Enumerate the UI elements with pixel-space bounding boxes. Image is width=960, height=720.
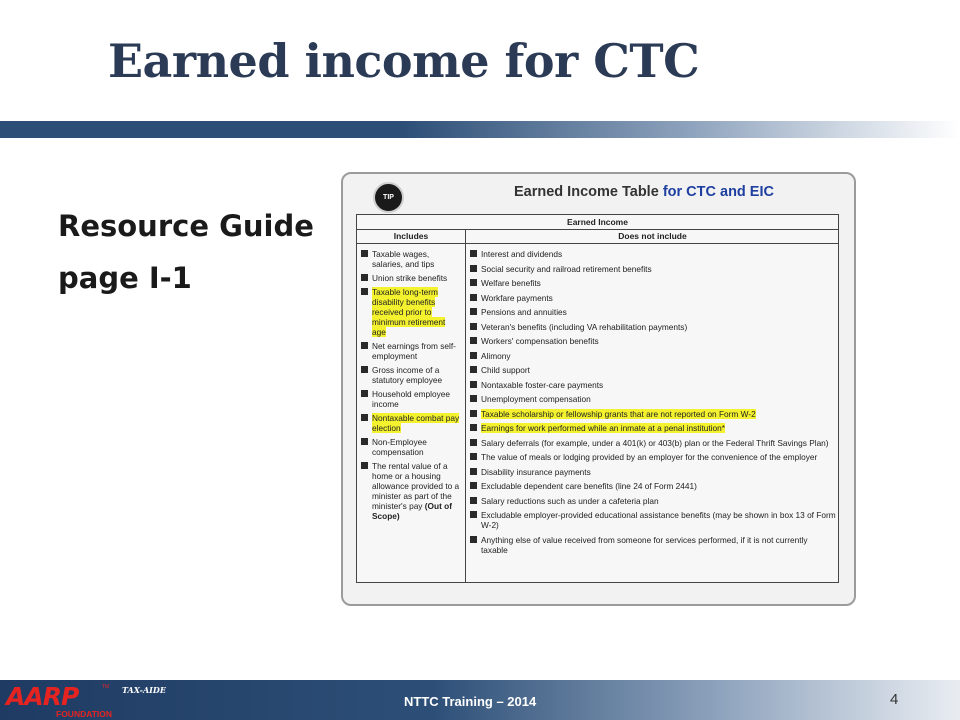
item-text: Pensions and annuities bbox=[481, 307, 567, 317]
bullet-square-icon bbox=[470, 337, 477, 344]
item-text: Household employee income bbox=[372, 389, 450, 409]
bullet-square-icon bbox=[470, 410, 477, 417]
item-text: Earnings for work performed while an inmate at a penal institution* bbox=[481, 423, 725, 433]
table-list-item bbox=[470, 452, 836, 462]
item-text-wrap bbox=[481, 535, 836, 555]
bullet-square-icon bbox=[361, 414, 368, 421]
excludes-column-header: Does not include bbox=[466, 229, 839, 244]
item-text-wrap bbox=[372, 389, 461, 409]
item-text-wrap bbox=[481, 351, 511, 361]
page-number: 4 bbox=[890, 691, 899, 708]
bullet-square-icon bbox=[361, 250, 368, 257]
bullet-square-icon bbox=[470, 482, 477, 489]
table-list-item bbox=[470, 365, 836, 375]
item-text-wrap bbox=[481, 496, 659, 506]
item-text-wrap bbox=[481, 452, 817, 462]
bullet-square-icon bbox=[470, 279, 477, 286]
item-text-wrap bbox=[481, 380, 603, 390]
bullet-square-icon bbox=[470, 511, 477, 518]
item-text: Salary reductions such as under a cafeteria plan bbox=[481, 495, 659, 506]
item-text: Disability insurance payments bbox=[481, 466, 591, 477]
tax-aide-label: TAX-AIDE bbox=[122, 685, 166, 695]
item-text: Taxable wages, salaries, and tips bbox=[372, 249, 435, 269]
table-list-item bbox=[361, 437, 461, 457]
bullet-square-icon bbox=[470, 395, 477, 402]
item-text: Workers' compensation benefits bbox=[481, 336, 599, 346]
slide-title: Earned income for CTC bbox=[108, 34, 700, 88]
bullet-square-icon bbox=[361, 288, 368, 295]
bullet-square-icon bbox=[470, 424, 477, 431]
bullet-square-icon bbox=[361, 342, 368, 349]
item-text-wrap bbox=[481, 510, 836, 530]
table-list-item bbox=[361, 413, 461, 433]
table-list-item bbox=[470, 394, 836, 404]
table-list-item bbox=[361, 249, 461, 269]
item-text: Anything else of value received from someone for services performed, if it is not currently taxable bbox=[481, 534, 808, 555]
table-list-item bbox=[470, 293, 836, 303]
item-text: Taxable scholarship or fellowship grants that are not reported on Form W-2 bbox=[481, 408, 756, 419]
item-text: Welfare benefits bbox=[481, 278, 541, 288]
item-text-wrap bbox=[372, 461, 461, 521]
table-list-item bbox=[361, 287, 461, 337]
table-list-item bbox=[470, 423, 836, 433]
title-divider-bar bbox=[0, 121, 960, 138]
bullet-square-icon bbox=[470, 308, 477, 315]
table-list-item bbox=[470, 496, 836, 506]
item-text: Gross income of a statutory employee bbox=[372, 365, 443, 385]
item-text: The value of meals or lodging provided by an employer for the convenience of the employer bbox=[481, 452, 818, 462]
item-text-wrap bbox=[481, 394, 591, 404]
table-list-item bbox=[361, 389, 461, 409]
table-title bbox=[514, 184, 774, 200]
bullet-square-icon bbox=[470, 439, 477, 446]
table-list-item bbox=[470, 409, 836, 419]
logo-foundation-text: FOUNDATION bbox=[56, 709, 113, 719]
bullet-square-icon bbox=[470, 265, 477, 272]
table-title-main: Earned Income Table bbox=[514, 184, 659, 200]
table-list-item bbox=[470, 307, 836, 317]
resource-line-2: page I-1 bbox=[58, 261, 192, 295]
aarp-foundation-logo bbox=[2, 682, 122, 720]
item-text-wrap bbox=[481, 423, 725, 433]
item-text-wrap bbox=[372, 437, 461, 457]
table-list-item bbox=[361, 461, 461, 521]
resource-line-1: Resource Guide bbox=[58, 209, 314, 243]
item-text-wrap bbox=[372, 341, 461, 361]
bullet-square-icon bbox=[361, 390, 368, 397]
bullet-square-icon bbox=[361, 366, 368, 373]
item-text-wrap bbox=[372, 365, 461, 385]
table-list-item bbox=[470, 380, 836, 390]
bullet-square-icon bbox=[470, 294, 477, 301]
item-text: Unemployment compensation bbox=[481, 394, 591, 404]
bullet-square-icon bbox=[361, 438, 368, 445]
item-text-wrap bbox=[372, 413, 461, 433]
item-text-wrap bbox=[481, 249, 562, 259]
item-text-wrap bbox=[481, 481, 697, 491]
item-text-wrap bbox=[481, 322, 687, 332]
item-text: Interest and dividends bbox=[481, 249, 563, 259]
item-text-wrap bbox=[481, 336, 599, 346]
earned-income-table bbox=[356, 214, 839, 583]
item-text-wrap bbox=[481, 307, 567, 317]
table-list-item bbox=[470, 467, 836, 477]
table-header: Earned Income bbox=[357, 215, 838, 230]
item-text-wrap bbox=[372, 273, 447, 283]
bullet-square-icon bbox=[470, 323, 477, 330]
table-list-item bbox=[470, 438, 836, 448]
item-text-wrap bbox=[481, 438, 829, 448]
item-text: Taxable long-term disability benefits received prior to minimum retirement age bbox=[372, 287, 446, 337]
resource-reference bbox=[58, 200, 314, 304]
item-text: Nontaxable combat pay election bbox=[372, 413, 460, 433]
tip-icon: TIP bbox=[373, 182, 404, 213]
earned-income-table-panel bbox=[341, 172, 856, 606]
table-list-item bbox=[470, 249, 836, 259]
item-text: Social security and railroad retirement benefits bbox=[481, 263, 652, 274]
item-text-wrap bbox=[481, 409, 756, 419]
table-list-item bbox=[470, 535, 836, 555]
item-text: Veteran's benefits (including VA rehabilitation payments) bbox=[481, 321, 688, 332]
item-text: Nontaxable foster-care payments bbox=[481, 379, 604, 390]
table-title-suffix: for CTC and EIC bbox=[662, 184, 774, 200]
bullet-square-icon bbox=[470, 468, 477, 475]
item-text: Workfare payments bbox=[481, 292, 553, 303]
table-list-item bbox=[361, 341, 461, 361]
item-text-wrap bbox=[481, 467, 591, 477]
item-text: Child support bbox=[481, 365, 530, 375]
table-list-item bbox=[470, 481, 836, 491]
logo-aarp-text: AARP bbox=[6, 682, 79, 711]
item-text: The rental value of a home or a housing allowance provided to a minister as part of the minister's pay bbox=[372, 461, 460, 511]
item-text-wrap bbox=[372, 287, 461, 337]
item-text: Net earnings from self-employment bbox=[372, 341, 456, 361]
table-list-item bbox=[361, 365, 461, 385]
bullet-square-icon bbox=[470, 366, 477, 373]
includes-column-header: Includes bbox=[357, 229, 466, 244]
item-text-wrap bbox=[372, 249, 461, 269]
includes-list bbox=[361, 249, 461, 525]
item-text: Excludable employer-provided educational assistance benefits (may be shown in box 13 of Form W-2) bbox=[481, 510, 836, 530]
column-divider bbox=[465, 243, 466, 582]
item-text-wrap bbox=[481, 278, 541, 288]
table-list-item bbox=[361, 273, 461, 283]
table-list-item bbox=[470, 336, 836, 346]
bullet-square-icon bbox=[470, 352, 477, 359]
item-text: Alimony bbox=[481, 350, 511, 361]
table-list-item bbox=[470, 278, 836, 288]
item-suffix: (Out of Scope) bbox=[372, 501, 452, 521]
bullet-square-icon bbox=[361, 274, 368, 281]
bullet-square-icon bbox=[470, 381, 477, 388]
bullet-square-icon bbox=[470, 250, 477, 257]
bullet-square-icon bbox=[470, 536, 477, 543]
bullet-square-icon bbox=[470, 497, 477, 504]
item-text: Non-Employee compensation bbox=[372, 437, 427, 457]
table-list-item bbox=[470, 351, 836, 361]
item-text: Union strike benefits bbox=[372, 273, 448, 283]
table-list-item bbox=[470, 322, 836, 332]
item-text-wrap bbox=[481, 365, 530, 375]
bullet-square-icon bbox=[470, 453, 477, 460]
item-text: Excludable dependent care benefits (line 24 of Form 2441) bbox=[481, 481, 697, 491]
table-list-item bbox=[470, 510, 836, 530]
logo-trademark: TM bbox=[102, 684, 110, 690]
footer-text: NTTC Training – 2014 bbox=[404, 694, 537, 709]
item-text: Salary deferrals (for example, under a 401(k) or 403(b) plan or the Federal Thrift Savings Plan) bbox=[481, 437, 829, 448]
excludes-list bbox=[470, 249, 836, 559]
item-text-wrap bbox=[481, 264, 652, 274]
item-text-wrap bbox=[481, 293, 553, 303]
table-list-item bbox=[470, 264, 836, 274]
bullet-square-icon bbox=[361, 462, 368, 469]
